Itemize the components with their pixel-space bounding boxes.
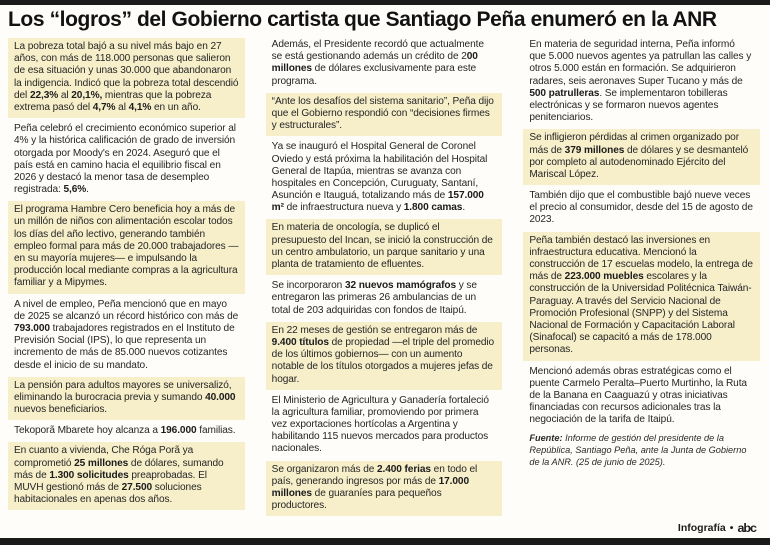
- bottom-rule: [0, 538, 770, 545]
- text-run: Se infligieron pérdidas al crimen organizado por más de: [529, 132, 739, 156]
- bold-figure: 793.000: [14, 322, 50, 334]
- source-text: Informe de gestión del presidente de la República, Santiago Peña, ante la Junta de Gobierno de la ANR. (25 de junio de 2025).: [529, 433, 747, 468]
- text-run: La pobreza total bajó a su nivel más bajo en 27 años, con más de 118.000 personas que salieron de esa situación y unas 30.000 que abandonaron la indigencia. Indicó que la pobreza total descendió del: [14, 41, 239, 101]
- bold-figure: 20,1%,: [71, 89, 103, 101]
- bold-figure: 00 millones: [271, 51, 478, 75]
- abc-logo: abc: [737, 521, 756, 535]
- text-run: El Ministerio de Agricultura y Ganadería fortaleció la agricultura familiar, promoviendo por primera vez exportaciones hortícolas a Argentina y habilitando 115 nuevos mercados para productos nacionales.: [271, 394, 489, 455]
- text-run: En materia de seguridad interna, Peña informó que 5.000 nuevos agentes ya patrullan las calles y otros 5.000 están en formación. Se adquirieron radares, seis aeronaves Super Tucano y más de: [529, 39, 752, 87]
- bold-figure: 1.300 solicitudes: [49, 469, 129, 481]
- paragraph: [8, 424, 245, 438]
- paragraph: [8, 298, 245, 373]
- text-run: . Se implementaron tobilleras electrónicas y se formaron nuevos agentes penitenciarios.: [529, 87, 728, 124]
- credit-label: Infografía: [677, 522, 726, 534]
- bold-figure: 5,6%: [63, 184, 87, 196]
- highlighted-paragraph: [8, 377, 245, 421]
- highlighted-paragraph: [523, 232, 760, 361]
- text-run: escolares y la construcción de la Universidad Politécnica Taiwán-Paraguay. A través del Servicio Nacional de Promoción Profesional (SNPP) y del Sistema Nacional de Formación y Capacitación Laboral (Sinafocal) se capacitó a más de 178.000 personas.: [529, 271, 752, 356]
- highlighted-paragraph: [266, 322, 503, 390]
- bold-figure: 40.000: [205, 391, 236, 403]
- text-run: de dólares exclusivamente para este programa.: [271, 63, 477, 87]
- bold-figure: 157.000 m²: [271, 190, 484, 214]
- highlighted-paragraph: [266, 219, 503, 275]
- text-run: de propiedad —el triple del promedio de los últimos gobiernos— con un aumento notable de los títulos otorgados a mujeres jefas de hogar.: [271, 336, 495, 385]
- highlighted-paragraph: [8, 442, 245, 510]
- text-run: “Ante los desafíos del sistema sanitario”, Peña dijo que el Gobierno respondió con “decisiones firmes y estructurales”.: [271, 95, 494, 132]
- top-rule: [0, 0, 770, 5]
- page-title: Los “logros” del Gobierno cartista que Santiago Peña enumeró en la ANR: [8, 8, 717, 31]
- text-run: nuevos beneficiarios.: [14, 404, 108, 416]
- text-run: .: [86, 184, 89, 196]
- column-1: [8, 38, 245, 514]
- column-3: [523, 38, 760, 469]
- highlighted-paragraph: [523, 129, 760, 185]
- bold-figure: 4,1%: [128, 101, 152, 113]
- text-run: de dólares y se desmanteló por completo al autodenominado Ejército del Mariscal López.: [529, 144, 749, 180]
- bold-figure: 25 millones: [74, 457, 129, 469]
- credit-separator: •: [729, 522, 734, 534]
- paragraph: [523, 189, 760, 228]
- source-label: Fuente:: [529, 433, 563, 444]
- bold-figure: 4,7%: [92, 101, 116, 113]
- paragraph: [523, 365, 760, 428]
- bold-figure: 9.400 títulos: [271, 336, 329, 348]
- text-run: El programa Hambre Cero beneficia hoy a más de un millón de niños con alimentación escolar todos los días del año lectivo, generando también empleo formal para más de 20.000 trabajadores —en su mayoría mujeres— e impulsando la producción local mediante compras a la agricultura familiar y a Mipymes.: [14, 204, 239, 289]
- highlighted-paragraph: [266, 93, 503, 137]
- text-run: trabajadores registrados en el Instituto de Previsión Social (IPS), lo que representa un incremento de más de 85.000 nuevos cotizantes desde el inicio de su mandato.: [14, 322, 235, 371]
- text-run: de infraestructura nueva y: [283, 202, 404, 214]
- bold-figure: 196.000: [160, 425, 197, 437]
- highlighted-paragraph: [8, 201, 245, 293]
- paragraph: [266, 394, 503, 457]
- text-run: Se organizaron más de: [271, 463, 377, 475]
- text-run: Ya se inauguró el Hospital General de Coronel Oviedo y está próxima la habilitación del Hospital General de Itapúa, mientras se avanza con hospitales en Concepción, Curuguaty, Santaní, Asunción e Itauguá, totalizando más de: [271, 141, 488, 202]
- paragraph: [266, 140, 503, 215]
- paragraph: [266, 38, 503, 89]
- text-run: en todo el país, generando ingresos por más de: [271, 463, 478, 487]
- text-run: En materia de oncología, se duplicó el presupuesto del Incan, se inició la construcción de un centro ambulatorio, un parque sanitario y una planta de tratamiento de efluentes.: [271, 222, 493, 271]
- text-run: También dijo que el combustible bajó nueve veces el precio al consumidor, desde del 15 de agosto de 2023.: [529, 190, 753, 226]
- paragraph: [8, 122, 245, 197]
- paragraph: [266, 279, 503, 318]
- bold-figure: 22,3%: [29, 89, 59, 101]
- text-run: .: [462, 202, 466, 214]
- text-run: Peña celebró el crecimiento económico superior al 4% y la histórica calificación de grado de inversión otorgada por Moody's en 2024. Aseguró que el país está en camino hacia el equilibrio fiscal en 2026 y destacó la menor tasa de desempleo registrada:: [14, 123, 236, 196]
- bold-figure: 500 patrulleras: [529, 87, 600, 99]
- text-run: preaprobadas. El MUVH gestionó más de: [14, 469, 207, 494]
- text-run: familias.: [196, 425, 236, 437]
- text-run: en un año.: [151, 101, 201, 113]
- text-run: al: [115, 101, 129, 113]
- text-run: mientras que la pobreza extrema pasó del: [14, 89, 212, 113]
- credit-line: [678, 521, 756, 535]
- text-run: Tekoporã Mbarete hoy alcanza a: [14, 425, 161, 437]
- text-run: A nivel de empleo, Peña mencionó que en mayo de 2025 se alcanzó un récord histórico con más de: [14, 298, 239, 322]
- bold-figure: 27.500: [121, 482, 153, 494]
- bold-figure: 379 millones: [564, 144, 625, 156]
- text-columns: [0, 36, 770, 534]
- text-run: de dólares, sumando más de: [14, 457, 224, 481]
- paragraph: [523, 38, 760, 125]
- text-run: al: [58, 89, 72, 101]
- text-run: soluciones habitacionales en apenas dos años.: [14, 482, 202, 506]
- source-note: [523, 433, 760, 469]
- text-run: Mencionó además obras estratégicas como el puente Carmelo Peralta–Puerto Murtinho, la Ruta de la Banana en Caaguazú y otras iniciativas financiadas con recursos adicionales tras la negociación de la tarifa de Itaipú.: [529, 365, 747, 426]
- text-run: En 22 meses de gestión se entregaron más de: [271, 324, 478, 336]
- text-run: Se incorporaron: [271, 280, 345, 292]
- text-run: La pensión para adultos mayores se universalizó, eliminando la burocracia previa y sumando: [14, 379, 232, 403]
- bold-figure: 17.000 millones: [271, 475, 469, 500]
- column-2: [266, 38, 503, 520]
- bold-figure: 223.000 muebles: [564, 271, 644, 283]
- text-run: de guaraníes para pequeños productores.: [271, 488, 442, 512]
- bold-figure: 2.400 ferias: [376, 463, 431, 475]
- text-run: y se entregaron las primeras 26 ambulancias de un total de 203 adquiridas con fondos de Itaipú.: [271, 280, 477, 316]
- text-run: Además, el Presidente recordó que actualmente se está gestionando además un crédito de 2: [271, 39, 484, 63]
- text-run: Peña también destacó las inversiones en infraestructura educativa. Mencionó la construcción de 17 escuelas modelo, la entrega de más de: [529, 234, 753, 283]
- bold-figure: 32 nuevos mamógrafos: [344, 280, 457, 292]
- highlighted-paragraph: [8, 38, 245, 118]
- text-run: En cuanto a vivienda, Che Róga Porã ya comprometió: [14, 445, 194, 469]
- highlighted-paragraph: [266, 461, 503, 517]
- bold-figure: 1.800 camas: [403, 202, 463, 214]
